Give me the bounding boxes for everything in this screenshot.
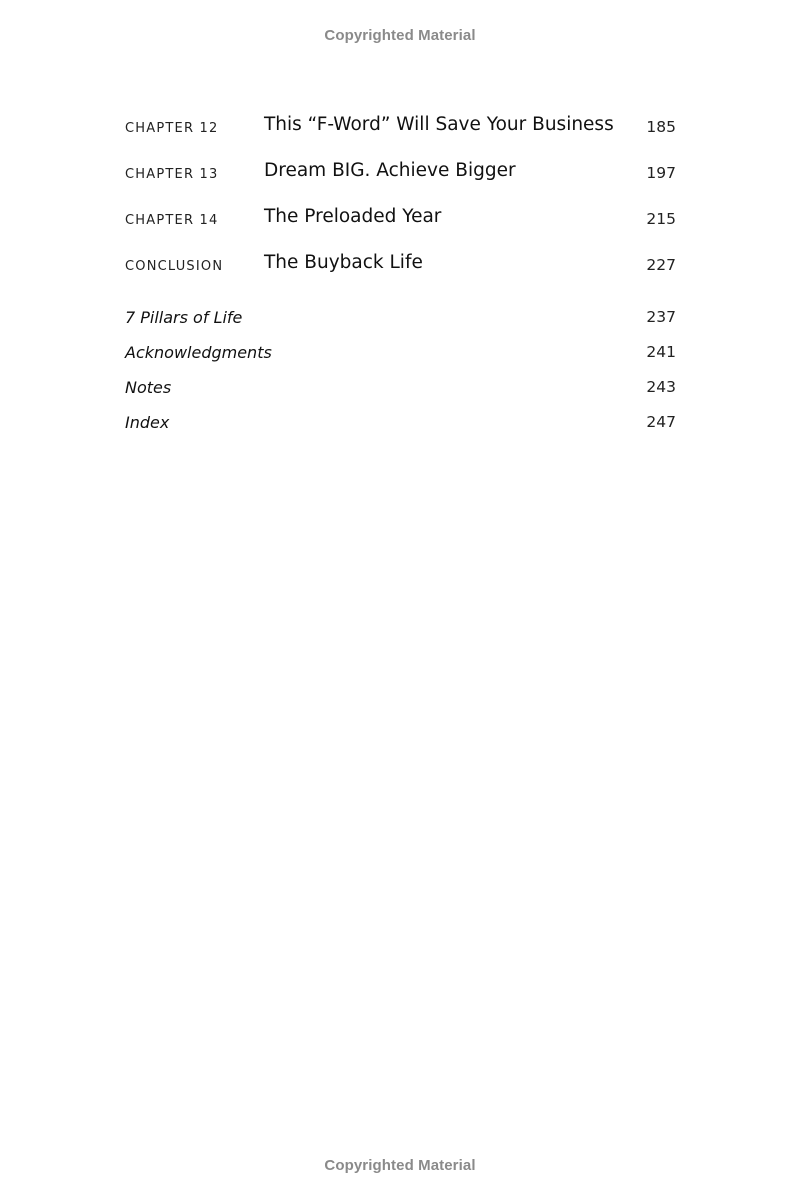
back-matter-title: 7 Pillars of Life <box>125 308 243 327</box>
copyright-watermark-bottom: Copyrighted Material <box>324 1157 476 1174</box>
page-number: 241 <box>646 343 676 361</box>
toc-back-matter-row[interactable] <box>125 337 676 372</box>
toc-chapter-row[interactable] <box>125 204 676 250</box>
toc-chapter-row[interactable] <box>125 250 676 296</box>
chapter-title: Dream BIG. Achieve Bigger <box>264 160 516 181</box>
back-matter-title: Notes <box>125 378 172 397</box>
toc-chapter-row[interactable] <box>125 112 676 158</box>
chapter-label: CHAPTER 14 <box>125 213 219 228</box>
chapter-label: CHAPTER 13 <box>125 167 219 182</box>
page-number: 227 <box>646 256 676 274</box>
chapter-title: This “F-Word” Will Save Your Business <box>264 114 614 135</box>
chapter-title: The Buyback Life <box>264 252 423 273</box>
toc-back-matter-row[interactable] <box>125 407 676 442</box>
toc-back-matter-row[interactable] <box>125 302 676 337</box>
page-number: 243 <box>646 378 676 396</box>
chapter-label: CONCLUSION <box>125 259 224 274</box>
table-of-contents <box>125 112 676 442</box>
page-number: 247 <box>646 413 676 431</box>
back-matter-title: Acknowledgments <box>125 343 272 362</box>
copyright-watermark-top: Copyrighted Material <box>324 27 476 44</box>
page-number: 197 <box>646 164 676 182</box>
chapter-label: CHAPTER 12 <box>125 121 219 136</box>
chapter-title: The Preloaded Year <box>264 206 442 227</box>
page-number: 185 <box>646 118 676 136</box>
toc-back-matter-row[interactable] <box>125 372 676 407</box>
toc-chapter-row[interactable] <box>125 158 676 204</box>
page-number: 237 <box>646 308 676 326</box>
back-matter-title: Index <box>125 413 170 432</box>
back-matter-list <box>125 302 676 442</box>
page-number: 215 <box>646 210 676 228</box>
